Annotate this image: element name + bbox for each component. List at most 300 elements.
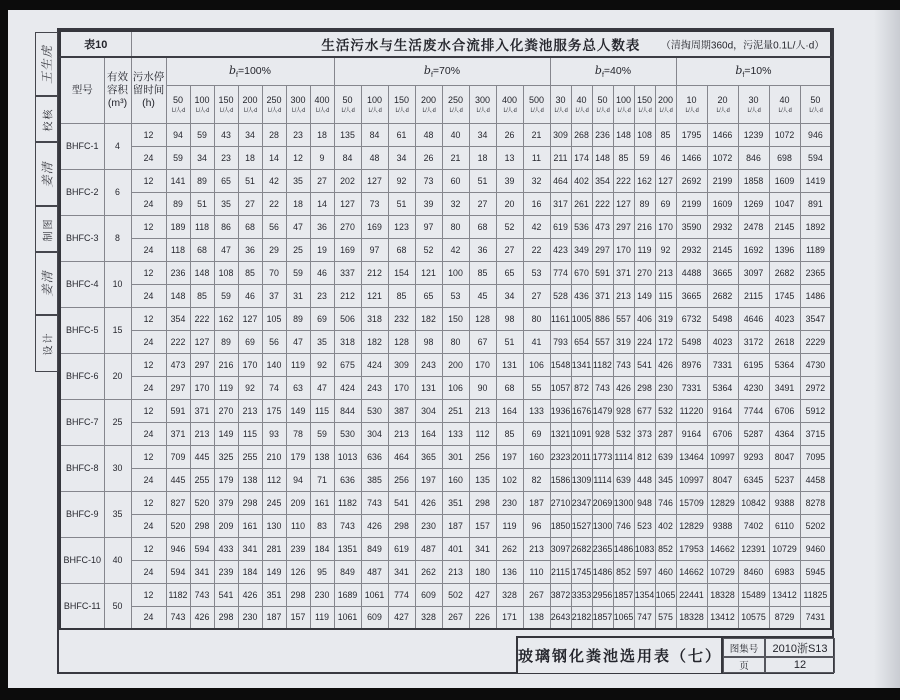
value-cell: 18 — [310, 123, 334, 146]
data-row — [60, 169, 831, 192]
value-cell: 35 — [286, 169, 310, 192]
value-cell: 15709 — [676, 491, 707, 514]
value-cell: 170 — [238, 353, 262, 376]
value-cell: 328 — [496, 583, 523, 606]
value-cell: 98 — [496, 307, 523, 330]
value-cell: 46 — [310, 261, 334, 284]
value-cell: 8047 — [707, 468, 738, 491]
value-cell: 71 — [310, 468, 334, 491]
value-cell: 1239 — [738, 123, 769, 146]
value-cell: 436 — [571, 284, 592, 307]
value-cell: 2643 — [550, 606, 571, 629]
value-cell: 5498 — [707, 307, 738, 330]
value-cell: 5287 — [738, 422, 769, 445]
value-cell: 12391 — [738, 537, 769, 560]
value-cell: 255 — [190, 468, 214, 491]
value-cell: 85 — [613, 146, 634, 169]
value-cell: 85 — [655, 123, 676, 146]
value-cell: 51 — [496, 330, 523, 353]
value-cell: 80 — [442, 330, 469, 353]
value-cell: 6110 — [769, 514, 800, 537]
value-cell: 65 — [496, 261, 523, 284]
flow-header-cell: 500 L/人·d — [523, 85, 550, 123]
value-cell: 5498 — [676, 330, 707, 353]
value-cell: 85 — [238, 261, 262, 284]
model-cell: BHFC-1 — [60, 123, 104, 169]
value-cell: 4730 — [800, 353, 831, 376]
value-cell: 267 — [442, 606, 469, 629]
group-header-bf10: $b_f=10\%$ — [676, 57, 831, 85]
model-cell: BHFC-2 — [60, 169, 104, 215]
value-cell: 118 — [190, 215, 214, 238]
value-cell: 354 — [592, 169, 613, 192]
value-cell: 6345 — [738, 468, 769, 491]
retention-cell: 12 — [131, 399, 166, 422]
value-cell: 133 — [523, 399, 550, 422]
value-cell: 341 — [238, 537, 262, 560]
value-cell: 506 — [334, 307, 361, 330]
value-cell: 60 — [442, 169, 469, 192]
value-cell: 213 — [655, 261, 676, 284]
value-cell: 5364 — [769, 353, 800, 376]
value-cell: 175 — [262, 399, 286, 422]
group-header-row — [60, 57, 831, 85]
value-cell: 222 — [166, 330, 190, 353]
value-cell: 212 — [334, 284, 361, 307]
value-cell: 94 — [286, 468, 310, 491]
value-cell: 170 — [190, 376, 214, 399]
value-cell: 3097 — [738, 261, 769, 284]
volume-cell: 30 — [104, 445, 131, 491]
value-cell: 7331 — [707, 353, 738, 376]
value-cell: 15489 — [738, 583, 769, 606]
value-cell: 1182 — [592, 353, 613, 376]
value-cell: 171 — [496, 606, 523, 629]
value-cell: 371 — [613, 261, 634, 284]
value-cell: 210 — [262, 445, 286, 468]
value-cell: 3097 — [550, 537, 571, 560]
value-cell: 222 — [613, 169, 634, 192]
value-cell: 2932 — [707, 215, 738, 238]
value-cell: 216 — [214, 353, 238, 376]
value-cell: 27 — [496, 238, 523, 261]
value-cell: 849 — [334, 560, 361, 583]
value-cell: 239 — [286, 537, 310, 560]
sidebar-signature-3 — [35, 252, 58, 315]
value-cell: 135 — [469, 468, 496, 491]
value-cell: 9388 — [769, 491, 800, 514]
value-cell: 89 — [214, 330, 238, 353]
atlas-number-label: 图集号 — [723, 638, 765, 657]
value-cell: 1936 — [550, 399, 571, 422]
value-cell: 3491 — [769, 376, 800, 399]
value-cell: 298 — [190, 514, 214, 537]
value-cell: 4364 — [769, 422, 800, 445]
value-cell: 37 — [262, 284, 286, 307]
value-cell: 187 — [442, 514, 469, 537]
volume-cell: 20 — [104, 353, 131, 399]
value-cell: 464 — [550, 169, 571, 192]
value-cell: 354 — [166, 307, 190, 330]
table-title-row — [60, 31, 831, 57]
value-cell: 68 — [469, 215, 496, 238]
value-cell: 106 — [523, 353, 550, 376]
value-cell: 6732 — [676, 307, 707, 330]
value-cell: 10997 — [707, 445, 738, 468]
value-cell: 1083 — [634, 537, 655, 560]
value-cell: 13464 — [676, 445, 707, 468]
value-cell: 89 — [190, 169, 214, 192]
value-cell: 85 — [496, 422, 523, 445]
model-cell: BHFC-6 — [60, 353, 104, 399]
value-cell: 345 — [655, 468, 676, 491]
value-cell: 13412 — [707, 606, 738, 629]
value-cell: 424 — [361, 353, 388, 376]
value-cell: 150 — [442, 307, 469, 330]
value-cell: 3353 — [571, 583, 592, 606]
value-cell: 1892 — [800, 215, 831, 238]
flow-header-cell: 250 L/人·d — [442, 85, 469, 123]
value-cell: 65 — [214, 169, 238, 192]
value-cell: 110 — [523, 560, 550, 583]
value-cell: 26 — [496, 123, 523, 146]
value-cell: 424 — [334, 376, 361, 399]
value-cell: 3665 — [676, 284, 707, 307]
sidebar-signature-2 — [35, 142, 58, 206]
atlas-grid — [721, 638, 833, 673]
value-cell: 385 — [361, 468, 388, 491]
value-cell: 844 — [334, 399, 361, 422]
table-title-cell — [131, 31, 831, 57]
value-cell: 379 — [214, 491, 238, 514]
value-cell: 487 — [361, 560, 388, 583]
value-cell: 140 — [262, 353, 286, 376]
value-cell: 110 — [286, 514, 310, 537]
value-cell: 170 — [655, 215, 676, 238]
value-cell: 591 — [166, 399, 190, 422]
atlas-number-value: 2010浙S13 — [765, 638, 835, 657]
value-cell: 4023 — [707, 330, 738, 353]
value-cell: 243 — [415, 353, 442, 376]
value-cell: 105 — [262, 307, 286, 330]
value-cell: 1057 — [550, 376, 571, 399]
value-cell: 46 — [238, 284, 262, 307]
value-cell: 1773 — [592, 445, 613, 468]
value-cell: 1061 — [361, 583, 388, 606]
flow-header-cell: 100 L/人·d — [361, 85, 388, 123]
value-cell: 47 — [286, 330, 310, 353]
value-cell: 35 — [214, 192, 238, 215]
value-cell: 2199 — [676, 192, 707, 215]
value-cell: 34 — [496, 284, 523, 307]
value-cell: 1692 — [738, 238, 769, 261]
value-cell: 102 — [496, 468, 523, 491]
value-cell: 36 — [238, 238, 262, 261]
value-cell: 304 — [361, 422, 388, 445]
value-cell: 61 — [388, 123, 415, 146]
value-cell: 216 — [634, 215, 655, 238]
value-cell: 148 — [613, 123, 634, 146]
value-cell: 1354 — [634, 583, 655, 606]
value-cell: 7402 — [738, 514, 769, 537]
value-cell: 69 — [310, 307, 334, 330]
data-row — [60, 238, 831, 261]
value-cell: 119 — [214, 376, 238, 399]
value-cell: 14662 — [676, 560, 707, 583]
value-cell: 94 — [166, 123, 190, 146]
value-cell: 112 — [262, 468, 286, 491]
value-cell: 39 — [496, 169, 523, 192]
value-cell: 8460 — [738, 560, 769, 583]
value-cell: 387 — [388, 399, 415, 422]
value-cell: 464 — [388, 445, 415, 468]
flow-header-cell: 400 L/人·d — [310, 85, 334, 123]
retention-cell: 12 — [131, 215, 166, 238]
value-cell: 297 — [592, 238, 613, 261]
value-cell: 7744 — [738, 399, 769, 422]
value-cell: 36 — [310, 215, 334, 238]
value-cell: 1857 — [613, 583, 634, 606]
value-cell: 594 — [800, 146, 831, 169]
value-cell: 1548 — [550, 353, 571, 376]
value-cell: 47 — [286, 215, 310, 238]
value-cell: 2692 — [676, 169, 707, 192]
value-cell: 23 — [310, 284, 334, 307]
value-cell: 149 — [262, 560, 286, 583]
table-note: （清掏周期360d，污泥量0.1L/人·d） — [660, 40, 825, 52]
value-cell: 445 — [166, 468, 190, 491]
value-cell: 2199 — [707, 169, 738, 192]
value-cell: 172 — [655, 330, 676, 353]
value-cell: 2618 — [769, 330, 800, 353]
value-cell: 698 — [769, 146, 800, 169]
model-cell: BHFC-5 — [60, 307, 104, 353]
data-row — [60, 284, 831, 307]
value-cell: 2115 — [550, 560, 571, 583]
value-cell: 51 — [469, 169, 496, 192]
value-cell: 1072 — [707, 146, 738, 169]
value-cell: 298 — [214, 606, 238, 629]
value-cell: 319 — [655, 307, 676, 330]
value-cell: 27 — [238, 192, 262, 215]
value-cell: 209 — [214, 514, 238, 537]
value-cell: 872 — [571, 376, 592, 399]
header-volume-unit: (m³) — [107, 96, 128, 109]
value-cell: 154 — [388, 261, 415, 284]
retention-cell: 12 — [131, 307, 166, 330]
value-cell: 852 — [655, 537, 676, 560]
value-cell: 160 — [442, 468, 469, 491]
value-cell: 530 — [361, 399, 388, 422]
value-cell: 6983 — [769, 560, 800, 583]
value-cell: 32 — [523, 169, 550, 192]
value-cell: 9164 — [676, 422, 707, 445]
value-cell: 520 — [166, 514, 190, 537]
value-cell: 4488 — [676, 261, 707, 284]
value-cell: 448 — [634, 468, 655, 491]
value-cell: 928 — [613, 399, 634, 422]
value-cell: 341 — [388, 560, 415, 583]
value-cell: 371 — [190, 399, 214, 422]
flow-header-cell: 250 L/人·d — [262, 85, 286, 123]
value-cell: 119 — [634, 238, 655, 261]
value-cell: 502 — [442, 583, 469, 606]
value-cell: 189 — [166, 215, 190, 238]
value-cell: 1005 — [571, 307, 592, 330]
value-cell: 852 — [613, 560, 634, 583]
value-cell: 473 — [166, 353, 190, 376]
value-cell: 68 — [190, 238, 214, 261]
value-cell: 3547 — [800, 307, 831, 330]
value-cell: 1486 — [800, 284, 831, 307]
value-cell: 230 — [496, 491, 523, 514]
value-cell: 112 — [469, 422, 496, 445]
value-cell: 747 — [634, 606, 655, 629]
value-cell: 594 — [190, 537, 214, 560]
value-cell: 25 — [286, 238, 310, 261]
retention-cell: 24 — [131, 606, 166, 629]
value-cell: 230 — [655, 376, 676, 399]
value-cell: 59 — [214, 284, 238, 307]
header-volume — [104, 57, 131, 123]
value-cell: 211 — [550, 146, 571, 169]
value-cell: 609 — [361, 606, 388, 629]
value-cell: 1072 — [769, 123, 800, 146]
value-cell: 743 — [592, 376, 613, 399]
value-cell: 541 — [388, 491, 415, 514]
sidebar-label-design — [35, 315, 58, 372]
value-cell: 2972 — [800, 376, 831, 399]
value-cell: 126 — [286, 560, 310, 583]
value-cell: 365 — [415, 445, 442, 468]
header-retention-unit: (h) — [142, 96, 155, 109]
value-cell: 2182 — [571, 606, 592, 629]
value-cell: 89 — [286, 307, 310, 330]
value-cell: 10729 — [707, 560, 738, 583]
value-cell: 9 — [310, 146, 334, 169]
value-cell: 2682 — [571, 537, 592, 560]
value-cell: 11 — [523, 146, 550, 169]
value-cell: 18 — [286, 192, 310, 215]
value-cell: 197 — [415, 468, 442, 491]
value-cell: 51 — [190, 192, 214, 215]
value-cell: 31 — [286, 284, 310, 307]
data-row — [60, 468, 831, 491]
flow-header-cell: 200 L/人·d — [655, 85, 676, 123]
value-cell: 180 — [469, 560, 496, 583]
value-cell: 52 — [496, 215, 523, 238]
value-cell: 34 — [238, 123, 262, 146]
value-cell: 65 — [415, 284, 442, 307]
value-cell: 40 — [442, 123, 469, 146]
value-cell: 5202 — [800, 514, 831, 537]
value-cell: 12829 — [676, 514, 707, 537]
value-cell: 209 — [286, 491, 310, 514]
flow-header-cell: 300 L/人·d — [469, 85, 496, 123]
value-cell: 1047 — [769, 192, 800, 215]
flow-header-row — [60, 85, 831, 123]
value-cell: 74 — [262, 376, 286, 399]
value-cell: 319 — [613, 330, 634, 353]
value-cell: 1486 — [592, 560, 613, 583]
flow-header-cell: 50 L/人·d — [800, 85, 831, 123]
value-cell: 1745 — [571, 560, 592, 583]
value-cell: 1419 — [800, 169, 831, 192]
retention-cell: 24 — [131, 376, 166, 399]
value-cell: 90 — [469, 376, 496, 399]
value-cell: 138 — [310, 445, 334, 468]
value-cell: 1609 — [707, 192, 738, 215]
value-cell: 670 — [571, 261, 592, 284]
value-cell: 1586 — [550, 468, 571, 491]
value-cell: 182 — [361, 330, 388, 353]
value-cell: 2347 — [571, 491, 592, 514]
value-cell: 11220 — [676, 399, 707, 422]
value-cell: 426 — [238, 583, 262, 606]
flow-header-cell: 150 L/人·d — [388, 85, 415, 123]
value-cell: 22 — [262, 192, 286, 215]
flow-header-cell: 150 L/人·d — [214, 85, 238, 123]
value-cell: 12 — [286, 146, 310, 169]
data-row — [60, 353, 831, 376]
value-cell: 13412 — [769, 583, 800, 606]
value-cell: 213 — [388, 422, 415, 445]
value-cell: 245 — [262, 491, 286, 514]
header-retention — [131, 57, 166, 123]
value-cell: 119 — [496, 514, 523, 537]
header-model: 型号 — [60, 57, 104, 123]
value-cell: 1745 — [769, 284, 800, 307]
value-cell: 793 — [550, 330, 571, 353]
value-cell: 51 — [238, 169, 262, 192]
retention-cell: 24 — [131, 514, 166, 537]
volume-cell: 25 — [104, 399, 131, 445]
value-cell: 236 — [166, 261, 190, 284]
value-cell: 78 — [286, 422, 310, 445]
value-cell: 136 — [496, 560, 523, 583]
value-cell: 256 — [388, 468, 415, 491]
value-cell: 619 — [388, 537, 415, 560]
signature-text: 王生虎 — [40, 44, 55, 84]
value-cell: 2229 — [800, 330, 831, 353]
value-cell: 12829 — [707, 491, 738, 514]
value-cell: 427 — [469, 583, 496, 606]
value-cell: 179 — [214, 468, 238, 491]
value-cell: 812 — [634, 445, 655, 468]
value-cell: 7331 — [676, 376, 707, 399]
value-cell: 256 — [469, 445, 496, 468]
value-cell: 1351 — [334, 537, 361, 560]
value-cell: 298 — [469, 491, 496, 514]
value-cell: 131 — [496, 353, 523, 376]
value-cell: 149 — [286, 399, 310, 422]
value-cell: 4646 — [738, 307, 769, 330]
value-cell: 18 — [469, 146, 496, 169]
value-cell: 29 — [262, 238, 286, 261]
value-cell: 520 — [190, 491, 214, 514]
value-cell: 1857 — [592, 606, 613, 629]
value-cell: 27 — [523, 284, 550, 307]
value-cell: 232 — [388, 307, 415, 330]
value-cell: 597 — [634, 560, 655, 583]
value-cell: 46 — [655, 146, 676, 169]
header-retention-text: 污水停留时间 — [132, 70, 165, 96]
flow-header-cell: 40 L/人·d — [769, 85, 800, 123]
value-cell: 8976 — [676, 353, 707, 376]
value-cell: 133 — [442, 422, 469, 445]
value-cell: 59 — [286, 261, 310, 284]
value-cell: 341 — [469, 537, 496, 560]
